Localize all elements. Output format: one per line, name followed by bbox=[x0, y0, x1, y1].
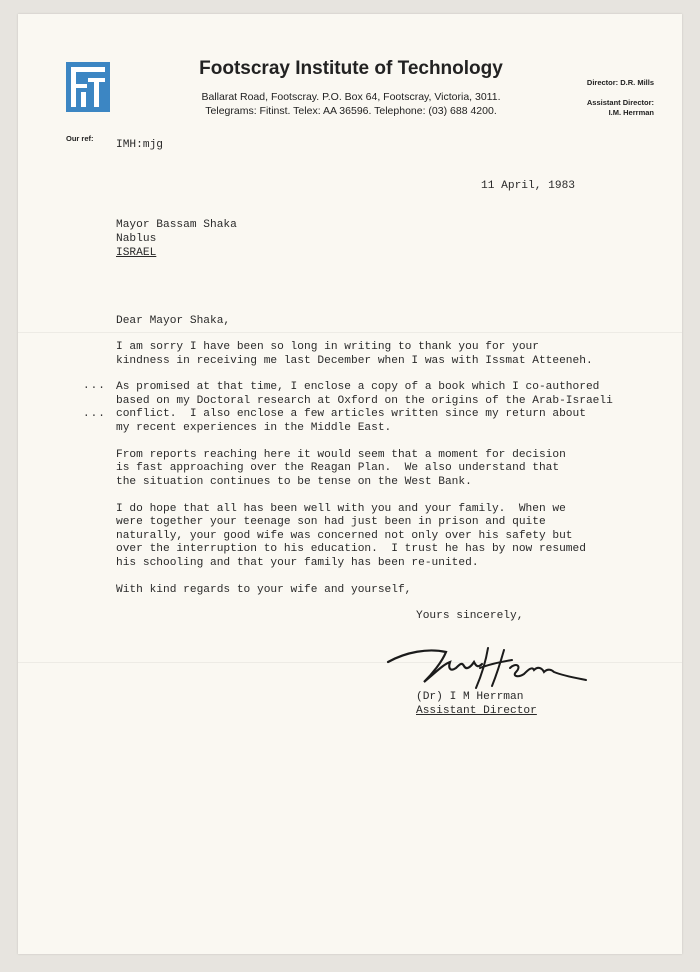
body-line: I do hope that all has been well with you and your family. When we bbox=[116, 503, 566, 515]
assistant-director-name: I.M. Herrman bbox=[608, 108, 654, 117]
assistant-director-label: Assistant Director: bbox=[586, 98, 654, 107]
institution-address: Ballarat Road, Footscray. P.O. Box 64, Footscray, Victoria, 3011. bbox=[201, 91, 501, 103]
body-line: is fast approaching over the Reagan Plan. We also understand that bbox=[116, 462, 560, 474]
closing-regards: With kind regards to your wife and yourself, bbox=[116, 584, 412, 596]
margin-mark: ... bbox=[83, 380, 106, 392]
body-line: were together your teenage son had just been in prison and quite bbox=[116, 516, 546, 528]
recipient-name: Mayor Bassam Shaka bbox=[116, 219, 237, 231]
margin-mark: ... bbox=[83, 408, 106, 420]
body-line: the situation continues to be tense on the West Bank. bbox=[116, 476, 472, 488]
body-line: I am sorry I have been so long in writing to thank you for your bbox=[116, 341, 539, 353]
fit-logo-icon bbox=[66, 62, 110, 112]
signatory-name: (Dr) I M Herrman bbox=[416, 691, 524, 703]
body-line: conflict. I also enclose a few articles written since my return about bbox=[116, 408, 586, 420]
signatory-title: Assistant Director bbox=[416, 705, 537, 717]
director-line: Director: D.R. Mills bbox=[586, 78, 654, 87]
body-line: From reports reaching here it would seem that a moment for decision bbox=[116, 449, 566, 461]
institution-name: Footscray Institute of Technology bbox=[199, 58, 503, 79]
paper-fold bbox=[18, 332, 682, 333]
letter-date: 11 April, 1983 bbox=[481, 180, 575, 192]
body-line: his schooling and that your family has been re-united. bbox=[116, 557, 479, 569]
body-line: over the interruption to his education. I trust he has by now resumed bbox=[116, 543, 586, 555]
body-line: As promised at that time, I enclose a copy of a book which I co-authored bbox=[116, 381, 600, 393]
handwritten-signature bbox=[384, 632, 594, 697]
body-line: my recent experiences in the Middle East. bbox=[116, 422, 392, 434]
valediction: Yours sincerely, bbox=[416, 610, 524, 622]
body-line: based on my Doctoral research at Oxford on the origins of the Arab-Israeli bbox=[116, 395, 613, 407]
institution-contact: Telegrams: Fitinst. Telex: AA 36596. Telephone: (03) 688 4200. bbox=[205, 105, 497, 117]
our-ref-label: Our ref: bbox=[66, 134, 94, 143]
body-line: naturally, your good wife was concerned not only over his safety but bbox=[116, 530, 573, 542]
body-line: kindness in receiving me last December when I was with Issmat Atteeneh. bbox=[116, 355, 593, 367]
our-ref-value: IMH:mjg bbox=[116, 139, 163, 151]
recipient-country: ISRAEL bbox=[116, 247, 157, 259]
salutation: Dear Mayor Shaka, bbox=[116, 315, 231, 327]
recipient-city: Nablus bbox=[116, 233, 157, 245]
